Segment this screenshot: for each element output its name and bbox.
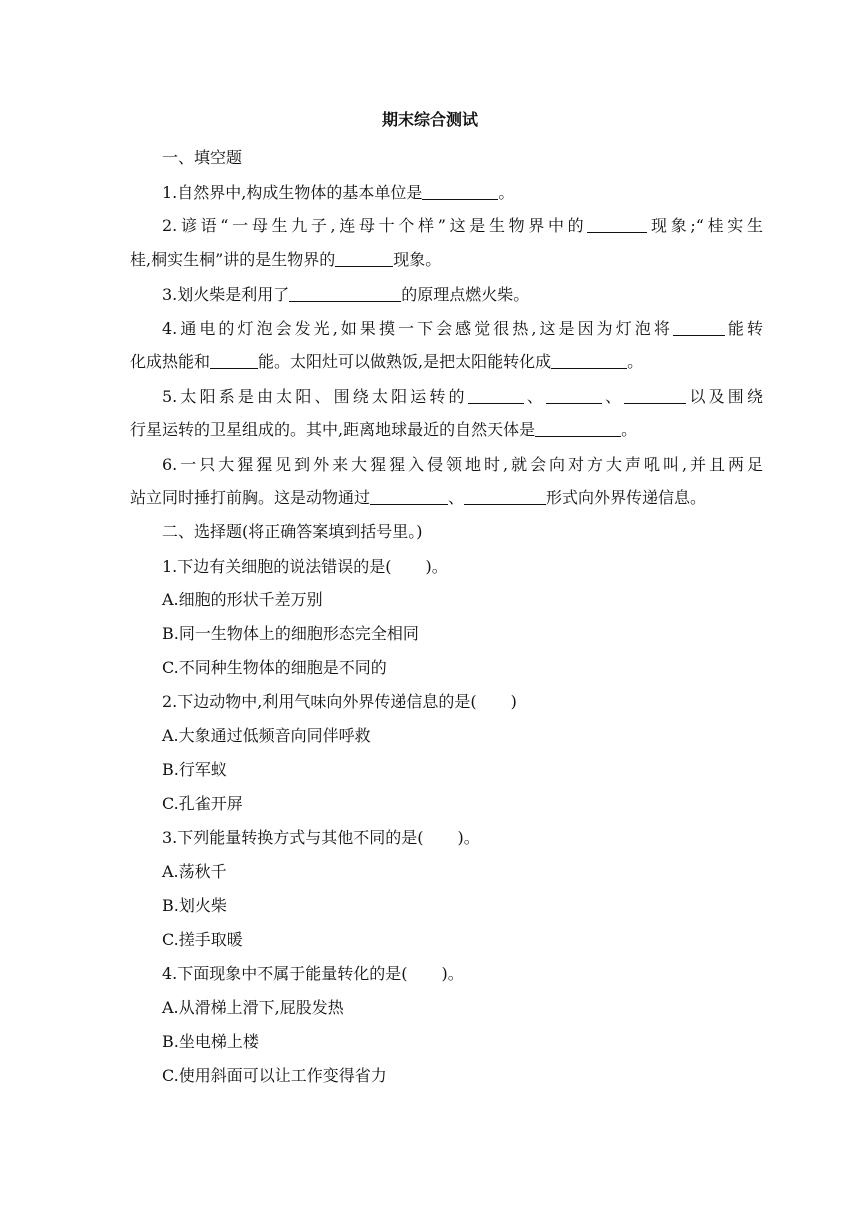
answer-blank[interactable] bbox=[673, 319, 725, 336]
question-5-continued: 行星运转的卫星组成的。其中,距离地球最近的自然天体是 。 bbox=[130, 420, 638, 439]
page-title: 期末综合测试 bbox=[381, 110, 478, 129]
option-a: A.细胞的形状千差万别 bbox=[162, 590, 323, 609]
choice-question-4: 4.下面现象中不属于能量转化的是( )。 bbox=[162, 964, 464, 983]
option-c: C.不同种生物体的细胞是不同的 bbox=[162, 658, 387, 677]
answer-blank[interactable] bbox=[546, 387, 602, 404]
section-heading-multiple-choice: 二、选择题(将正确答案填到括号里。) bbox=[162, 522, 423, 541]
option-c: C.孔雀开屏 bbox=[162, 794, 243, 813]
question-1: 1.自然界中,构成生物体的基本单位是 。 bbox=[162, 183, 515, 202]
option-b: B.同一生物体上的细胞形态完全相同 bbox=[162, 624, 419, 643]
option-a: A.大象通过低频音向同伴呼救 bbox=[162, 726, 371, 745]
option-c: C.使用斜面可以让工作变得省力 bbox=[162, 1066, 387, 1085]
section-heading-fill-in: 一、填空题 bbox=[162, 148, 243, 167]
answer-blank[interactable] bbox=[587, 216, 647, 233]
question-5: 5.太阳系是由太阳、围绕太阳运转的 、 、 以及围绕 bbox=[162, 387, 763, 406]
answer-blank[interactable] bbox=[370, 488, 448, 505]
choice-question-3: 3.下列能量转换方式与其他不同的是( )。 bbox=[162, 828, 480, 847]
choice-question-2: 2.下边动物中,利用气味向外界传递信息的是( ) bbox=[162, 692, 517, 711]
option-a: A.从滑梯上滑下,屁股发热 bbox=[162, 998, 344, 1017]
question-6: 6.一只大猩猩见到外来大猩猩入侵领地时,就会向对方大声吼叫,并且两足 bbox=[162, 455, 763, 474]
question-2: 2.谚语“一母生九子,连母十个样”这是生物界中的 现象;“桂实生 bbox=[162, 216, 763, 235]
option-c: C.搓手取暖 bbox=[162, 930, 243, 949]
answer-blank[interactable] bbox=[422, 183, 498, 200]
question-4: 4.通电的灯泡会发光,如果摸一下会感觉很热,这是因为灯泡将 能转 bbox=[162, 319, 763, 338]
option-a: A.荡秋千 bbox=[162, 862, 227, 881]
answer-blank[interactable] bbox=[551, 352, 627, 369]
question-3: 3.划火柴是利用了 的原理点燃火柴。 bbox=[162, 285, 530, 304]
answer-blank[interactable] bbox=[289, 285, 401, 302]
option-b: B.行军蚁 bbox=[162, 760, 227, 779]
answer-blank[interactable] bbox=[464, 488, 546, 505]
answer-blank[interactable] bbox=[335, 250, 393, 267]
choice-question-1: 1.下边有关细胞的说法错误的是( )。 bbox=[162, 557, 448, 576]
answer-blank[interactable] bbox=[468, 387, 524, 404]
option-b: B.坐电梯上楼 bbox=[162, 1032, 259, 1051]
question-2-continued: 桂,桐实生桐”讲的是生物界的 现象。 bbox=[130, 250, 442, 269]
question-4-continued: 化成热能和 能。太阳灶可以做熟饭,是把太阳能转化成 。 bbox=[130, 352, 644, 371]
answer-blank[interactable] bbox=[535, 420, 621, 437]
answer-blank[interactable] bbox=[210, 352, 258, 369]
question-6-continued: 站立同时捶打前胸。这是动物通过 、 形式向外界传递信息。 bbox=[130, 488, 707, 507]
option-b: B.划火柴 bbox=[162, 896, 227, 915]
answer-blank[interactable] bbox=[624, 387, 686, 404]
